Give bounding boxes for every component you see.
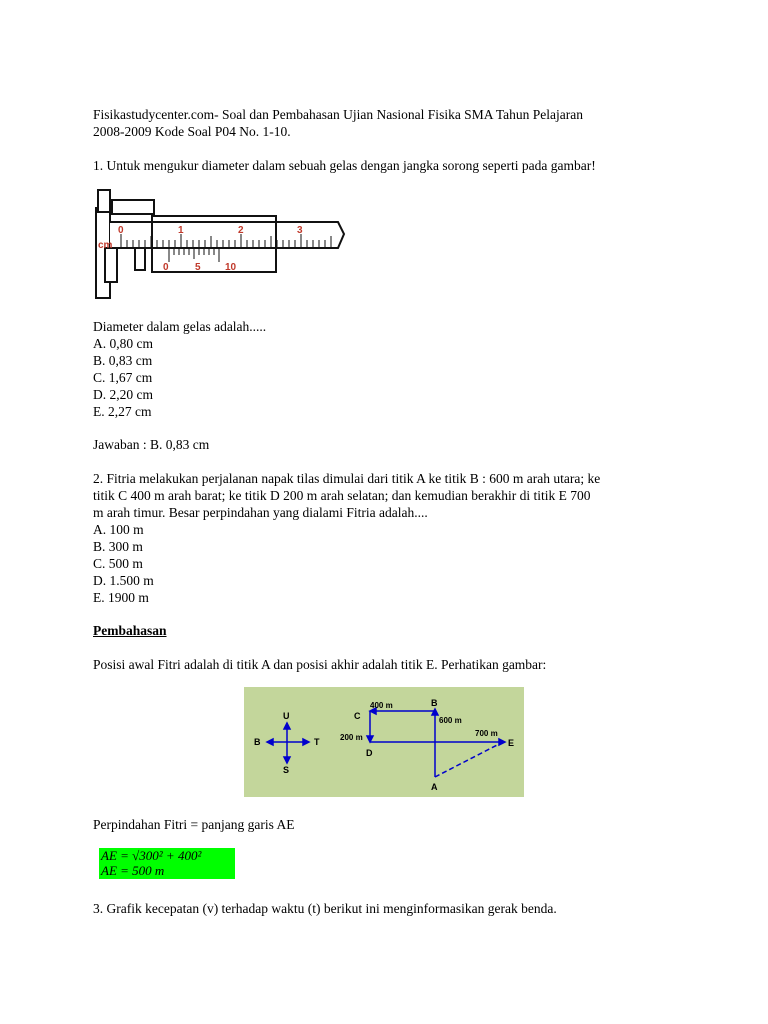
header-line-2: 2008-2009 Kode Soal P04 No. 1-10. xyxy=(93,124,291,139)
q1-text: 1. Untuk mengukur diameter dalam sebuah gelas dengan jangka sorong seperti pada gambar! xyxy=(93,158,596,173)
q2-option-c: C. 500 m xyxy=(93,556,143,571)
pembahasan-heading: Pembahasan xyxy=(93,623,167,638)
q3-text: 3. Grafik kecepatan (v) terhadap waktu (t) berikut ini menginformasikan gerak benda. xyxy=(93,901,557,916)
header-line-1: Fisikastudycenter.com- Soal dan Pembahasan Ujian Nasional Fisika SMA Tahun Pelajaran xyxy=(93,107,583,122)
label-bc: 400 m xyxy=(370,701,393,710)
compass-south: S xyxy=(283,765,290,775)
displacement-text: Perpindahan Fitri = panjang garis AE xyxy=(93,817,295,832)
compass-east: T xyxy=(314,737,320,747)
q1-option-a: A. 0,80 cm xyxy=(93,336,153,351)
q2-option-a: A. 100 m xyxy=(93,522,144,537)
compass-north: U xyxy=(283,711,290,721)
label-cd: 200 m xyxy=(340,733,363,742)
caliper-figure xyxy=(92,186,352,302)
point-c: C xyxy=(354,711,361,721)
q1-answer: Jawaban : B. 0,83 cm xyxy=(93,437,210,452)
label-de: 700 m xyxy=(475,729,498,738)
main-scale-label-2: 2 xyxy=(238,225,244,236)
q2-explanation: Posisi awal Fitri adalah di titik A dan posisi akhir adalah titik E. Perhatikan gambar: xyxy=(93,657,547,672)
formula-box xyxy=(99,848,235,879)
point-b: B xyxy=(431,698,438,708)
main-scale-label-3: 3 xyxy=(297,225,303,236)
formula-line-2: AE = 500 m xyxy=(101,863,165,878)
main-scale-label-0: 0 xyxy=(118,225,124,236)
formula-line-1: AE = √300² + 400² xyxy=(101,848,202,863)
q2-text-line-3: m arah timur. Besar perpindahan yang dialami Fitria adalah.... xyxy=(93,505,428,520)
compass-west: B xyxy=(254,737,261,747)
point-e: E xyxy=(508,738,515,748)
q2-option-b: B. 300 m xyxy=(93,539,143,554)
q2-text-line-1: 2. Fitria melakukan perjalanan napak tilas dimulai dari titik A ke titik B : 600 m arah utara; ke xyxy=(93,471,601,486)
caliper-unit-label: cm xyxy=(98,240,113,251)
vernier-label-10: 10 xyxy=(225,262,237,273)
q1-option-b: B. 0,83 cm xyxy=(93,353,153,368)
q2-text-line-2: titik C 400 m arah barat; ke titik D 200 m arah selatan; dan kemudian berakhir di titik E 700 xyxy=(93,488,591,503)
q2-option-d: D. 1.500 m xyxy=(93,573,154,588)
main-scale-label-1: 1 xyxy=(178,225,184,236)
vernier-label-0: 0 xyxy=(163,262,169,273)
q1-prompt: Diameter dalam gelas adalah..... xyxy=(93,319,267,334)
point-d: D xyxy=(366,748,373,758)
label-ab: 600 m xyxy=(439,716,462,725)
q1-option-d: D. 2,20 cm xyxy=(93,387,153,402)
vernier-label-5: 5 xyxy=(195,262,201,273)
q1-option-c: C. 1,67 cm xyxy=(93,370,153,385)
q1-option-e: E. 2,27 cm xyxy=(93,404,152,419)
point-a: A xyxy=(431,782,438,792)
q2-option-e: E. 1900 m xyxy=(93,590,149,605)
displacement-figure xyxy=(244,687,524,797)
